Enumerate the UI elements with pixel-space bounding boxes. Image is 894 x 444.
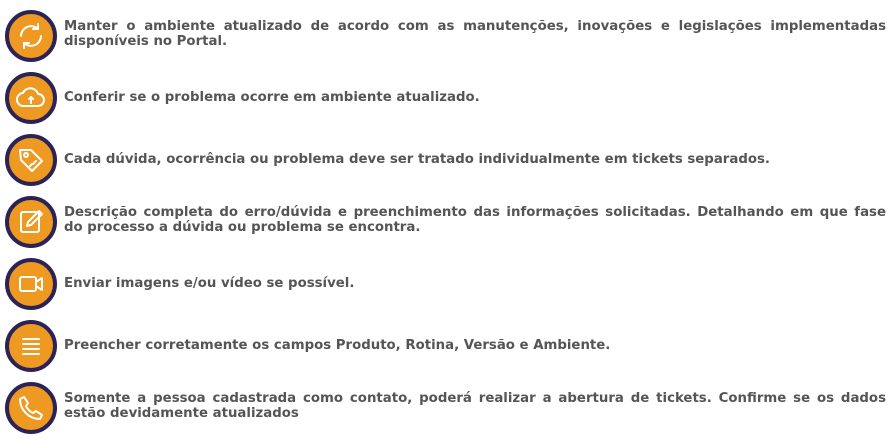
- list-item: [0, 320, 894, 382]
- item-text: Enviar imagens e/ou vídeo se possível.: [64, 276, 355, 291]
- item-text: Somente a pessoa cadastrada como contato, poderá realizar a abertura de tickets. Confirme se os dados estão devidamente atualizados: [64, 391, 886, 421]
- tags-icon: [5, 134, 57, 186]
- edit-icon: [5, 196, 57, 248]
- list-item: [0, 258, 894, 320]
- item-text: Preencher corretamente os campos Produto, Rotina, Versão e Ambiente.: [64, 338, 611, 353]
- list-item: [0, 134, 894, 196]
- item-text: Manter o ambiente atualizado de acordo com as manutenções, inovações e legislações implementadas disponíveis no Portal.: [64, 19, 886, 49]
- list-icon: [5, 320, 57, 372]
- cloud-sync-icon: [5, 72, 57, 124]
- list-item: [0, 10, 894, 72]
- list-item: [0, 382, 894, 444]
- video-camera-icon: [5, 258, 57, 310]
- list-item: [0, 196, 894, 258]
- list-item: [0, 72, 894, 134]
- phone-icon: [5, 382, 57, 434]
- refresh-icon: [5, 10, 57, 62]
- item-text: Cada dúvida, ocorrência ou problema deve ser tratado individualmente em tickets separados.: [64, 152, 770, 167]
- item-text: Conferir se o problema ocorre em ambiente atualizado.: [64, 90, 480, 105]
- item-text: Descrição completa do erro/dúvida e preenchimento das informações solicitadas. Detalhando em que fase do processo a dúvida ou problema se encontra.: [64, 205, 886, 235]
